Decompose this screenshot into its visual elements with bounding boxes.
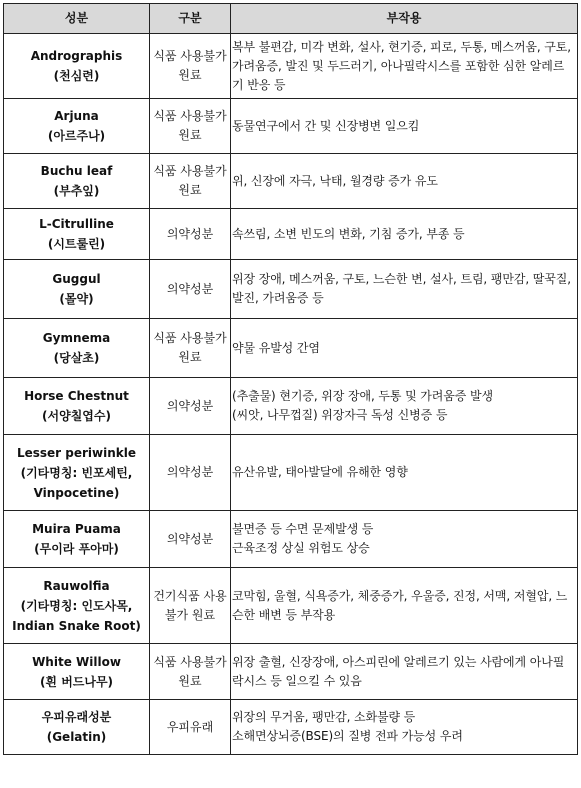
side-effects-cell <box>231 511 578 568</box>
category-cell: 우피유래 <box>150 700 231 755</box>
ingredient-name: Horse Chestnut <box>24 389 129 403</box>
side-effect-text: 약물 유발성 간염 <box>232 340 320 355</box>
table-row <box>4 378 578 435</box>
ingredient-name: Rauwolfia <box>43 578 110 593</box>
ingredient-name: L-Citrulline <box>39 217 114 231</box>
ingredient-name: (기타명칭: 빈포세틴, <box>20 465 133 480</box>
ingredient-name: (천심련) <box>53 69 100 83</box>
ingredient-name: 우피유래성분 <box>41 710 112 724</box>
ingredient-cell <box>4 99 150 154</box>
table-row <box>4 700 578 755</box>
ingredient-cell <box>4 34 150 99</box>
ingredient-cell <box>4 511 150 568</box>
ingredient-cell <box>4 568 150 644</box>
category-cell: 의약성분 <box>150 209 231 260</box>
ingredient-cell <box>4 319 150 378</box>
category-cell: 식품 사용불가 원료 <box>150 644 231 700</box>
ingredient-name: (아르주나) <box>47 129 106 143</box>
side-effect-text: 동물연구에서 간 및 신장병변 일으킴 <box>232 118 420 133</box>
ingredient-side-effects-table <box>3 3 578 755</box>
side-effect-text: 위장 출혈, 신장장애, 아스피린에 알레르기 있는 사람에게 아나필락시스 등 일으킬 수 있음 <box>232 654 565 688</box>
table-body <box>4 34 578 755</box>
ingredient-cell <box>4 154 150 209</box>
ingredient-name: Gymnema <box>42 331 111 345</box>
side-effect-text: (씨앗, 나무껍질) 위장자극 독성 신병증 등 <box>232 408 448 422</box>
side-effect-text: 위장 장애, 메스꺼움, 구토, 느슨한 변, 설사, 트림, 팽만감, 딸꾹질, 발진, 가려움증 등 <box>232 272 571 305</box>
ingredient-cell <box>4 700 150 755</box>
side-effects-cell <box>231 378 578 435</box>
category-cell: 건기식품 사용불가 원료 <box>150 568 231 644</box>
ingredient-name: Arjuna <box>54 109 99 123</box>
ingredient-name: (시트룰린) <box>47 237 106 251</box>
side-effects-cell <box>231 435 578 511</box>
ingredient-name: Andrographis <box>30 49 123 63</box>
ingredient-name: (흰 버드나무) <box>39 674 114 689</box>
table-row <box>4 34 578 99</box>
category-cell: 식품 사용불가 원료 <box>150 99 231 154</box>
side-effect-text: 근육조정 상실 위험도 상승 <box>232 541 370 555</box>
table-row <box>4 260 578 319</box>
table-header-row <box>4 4 578 34</box>
table-row <box>4 154 578 209</box>
ingredient-name: Indian Snake Root) <box>12 618 141 633</box>
header-side-effects: 부작용 <box>231 4 578 34</box>
table-row <box>4 319 578 378</box>
side-effects-cell <box>231 568 578 644</box>
table-row <box>4 568 578 644</box>
ingredient-name: (기타명칭: 인도사목, <box>20 598 133 613</box>
ingredient-name: (무이라 푸아마) <box>34 542 119 556</box>
ingredient-name: (Gelatin) <box>46 730 107 744</box>
side-effects-cell <box>231 154 578 209</box>
table-row <box>4 99 578 154</box>
category-cell: 식품 사용불가 원료 <box>150 319 231 378</box>
side-effects-cell <box>231 99 578 154</box>
category-cell: 식품 사용불가 원료 <box>150 34 231 99</box>
side-effect-text: 복부 불편감, 미각 변화, 설사, 현기증, 피로, 두통, 메스꺼움, 구토, 가려움증, 발진 및 두드러기, 아나필락시스를 포함한 심한 알레르기 반응 등 <box>232 39 571 92</box>
side-effects-cell <box>231 34 578 99</box>
side-effects-cell <box>231 209 578 260</box>
ingredient-cell <box>4 435 150 511</box>
ingredient-cell <box>4 209 150 260</box>
ingredient-name: Lesser periwinkle <box>16 445 137 460</box>
category-cell: 식품 사용불가 원료 <box>150 154 231 209</box>
side-effect-text: 소해면상뇌증(BSE)의 질병 전파 가능성 우려 <box>232 729 463 743</box>
table-row <box>4 435 578 511</box>
ingredient-name: (당살초) <box>53 351 100 365</box>
ingredient-name: Vinpocetine) <box>33 485 120 500</box>
ingredient-cell <box>4 378 150 435</box>
table-row <box>4 209 578 260</box>
table-row <box>4 644 578 700</box>
side-effect-text: 위장의 무거움, 팽만감, 소화불량 등 <box>232 710 416 724</box>
side-effects-cell <box>231 644 578 700</box>
side-effects-cell <box>231 260 578 319</box>
ingredient-name: White Willow <box>32 654 121 669</box>
ingredient-name: (서양칠엽수) <box>42 409 111 423</box>
side-effects-cell <box>231 319 578 378</box>
side-effect-text: 코막힘, 울혈, 식욕증가, 체중증가, 우울증, 진정, 서맥, 저혈압, 느슨한 배변 등 부작용 <box>232 588 568 622</box>
table-row <box>4 511 578 568</box>
ingredient-name: Buchu leaf <box>40 164 113 178</box>
ingredient-name: Muira Puama <box>32 522 121 536</box>
side-effect-text: (추출물) 현기증, 위장 장애, 두통 및 가려움증 발생 <box>232 389 493 403</box>
side-effect-text: 속쓰림, 소변 빈도의 변화, 기침 증가, 부종 등 <box>232 226 465 241</box>
ingredient-name: (몰약) <box>59 292 94 306</box>
category-cell: 의약성분 <box>150 511 231 568</box>
ingredient-cell <box>4 644 150 700</box>
category-cell: 의약성분 <box>150 260 231 319</box>
category-cell: 의약성분 <box>150 435 231 511</box>
ingredient-name: (부추잎) <box>53 184 100 198</box>
side-effect-text: 불면증 등 수면 문제발생 등 <box>232 522 374 536</box>
header-ingredient: 성분 <box>4 4 150 34</box>
side-effect-text: 유산유발, 태아발달에 유해한 영향 <box>232 465 408 479</box>
side-effect-text: 위, 신장에 자극, 낙태, 월경량 증가 유도 <box>232 173 438 188</box>
header-category: 구분 <box>150 4 231 34</box>
side-effects-cell <box>231 700 578 755</box>
category-cell: 의약성분 <box>150 378 231 435</box>
ingredient-cell <box>4 260 150 319</box>
ingredient-name: Guggul <box>52 272 101 286</box>
